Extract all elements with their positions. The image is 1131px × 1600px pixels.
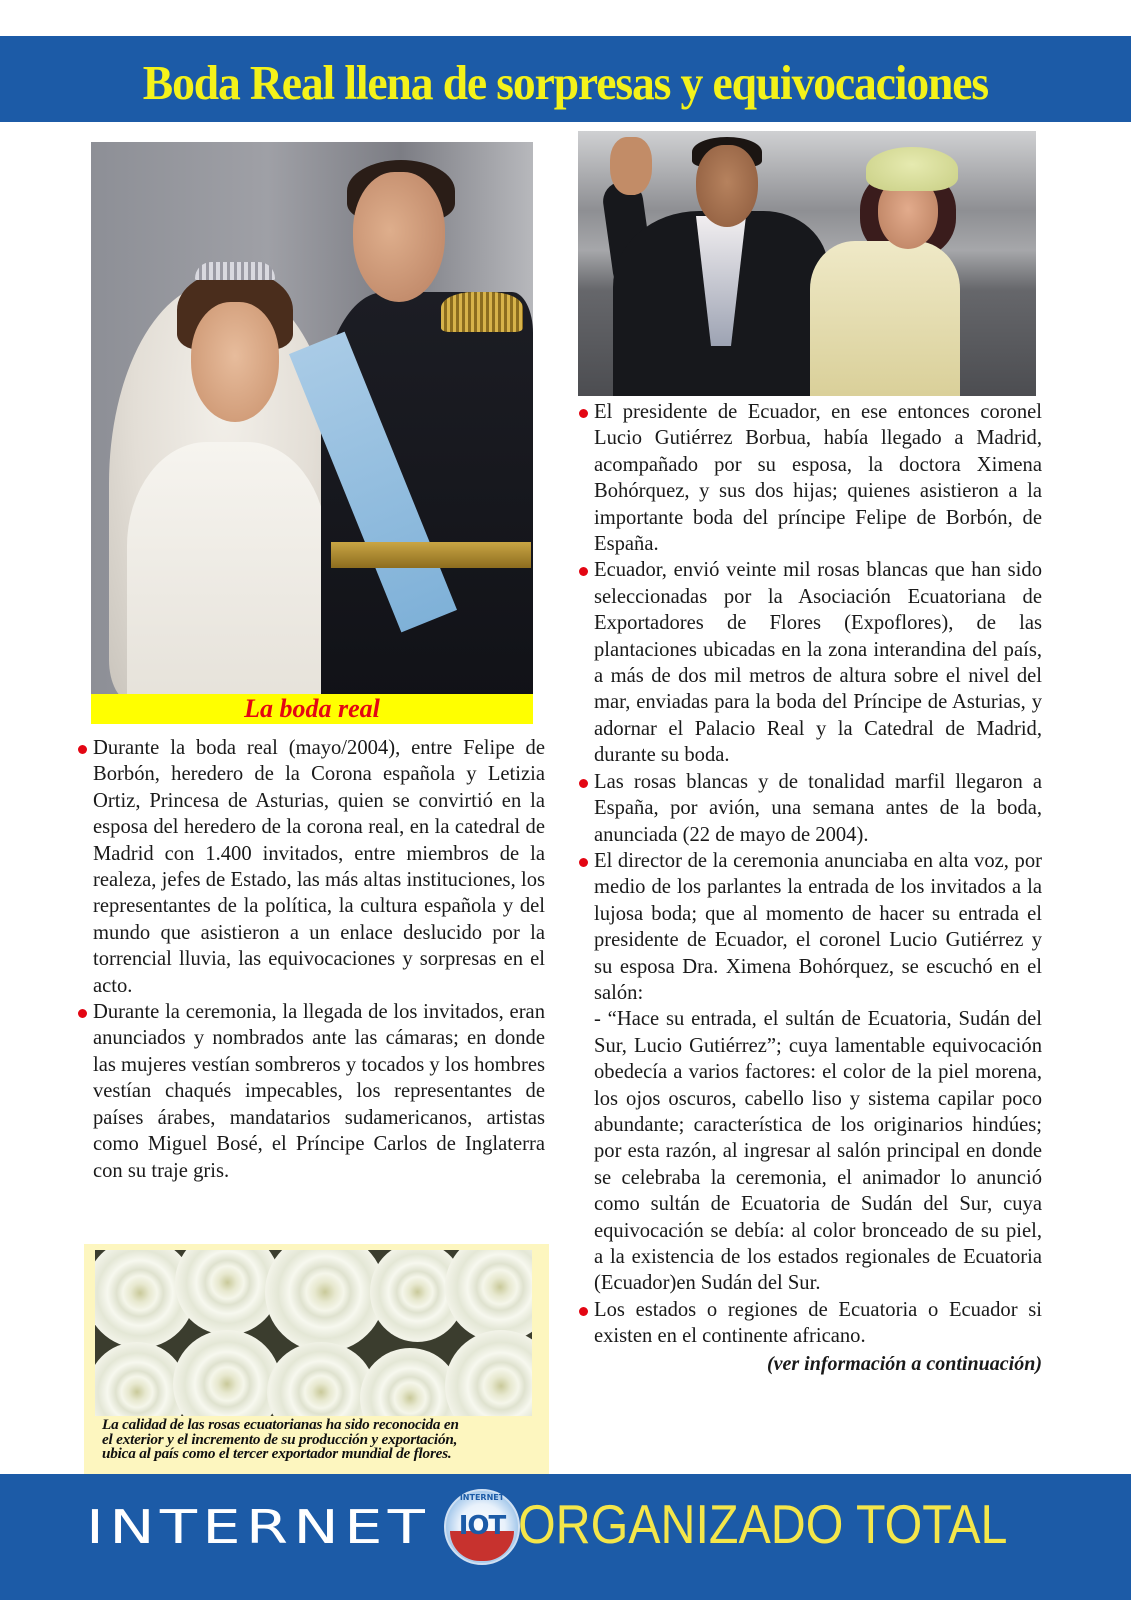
bullet-text: Las rosas blancas y de tonalidad marfil llegaron a España, por avión, una semana antes de la boda, anunciada (22 de mayo de 2004).: [594, 770, 1042, 846]
bride-dress: [127, 442, 327, 694]
rose: [445, 1330, 532, 1416]
rose: [265, 1250, 385, 1352]
roses-caption-line: La calidad de las rosas ecuatorianas ha sido reconocida en: [102, 1416, 459, 1433]
man-face: [696, 145, 758, 227]
bullet-text: Los estados o regiones de Ecuatoria o Ecuador si existen en el continente africano.: [594, 1298, 1042, 1348]
bride-face: [191, 302, 279, 422]
list-item: [594, 1297, 1042, 1350]
list-item: [594, 557, 1042, 768]
rose: [445, 1250, 532, 1342]
bullet-icon: [579, 409, 588, 418]
groom-epaulette: [441, 292, 523, 332]
list-item: [93, 735, 545, 999]
footer-banner: [0, 1474, 1131, 1600]
groom-face: [353, 172, 445, 302]
white-roses-photo: [95, 1250, 532, 1416]
roses-box: [84, 1244, 549, 1474]
continue-reading-link[interactable]: (ver información a continuación): [766, 1352, 1042, 1375]
bullet-text: El presidente de Ecuador, en ese entonces coronel Lucio Gutiérrez Borbua, había llegado a Madrid, acompañado por su esposa, la doctora Ximena Bohórquez, y sus dos hijas; quienes asistieron a la importante boda del príncipe Felipe de Borbón, de España.: [594, 401, 1042, 556]
rose: [173, 1330, 281, 1416]
roses-caption-line: ubica al país como el tercer exportador mundial de flores.: [102, 1445, 452, 1462]
groom-belt: [331, 542, 531, 568]
header-banner: [0, 36, 1131, 122]
list-item: [93, 999, 545, 1184]
footer-brand-internet: INTERNET: [86, 1500, 431, 1554]
bullet-text: El director de la ceremonia anunciaba en alta voz, por medio de los parlantes la entrada de los invitados a la lujosa boda; que al momento de hacer su entrada el presidente de Ecuador, el coronel Lucio Gutiérrez y su esposa Dra. Ximena Bohórquez, se escuchó en el salón:: [594, 849, 1042, 1004]
quote-paragraph: - “Hace su entrada, el sultán de Ecuatoria, Sudán del Sur, Lucio Gutiérrez”; cuya lamentable equivocación obedecía a varios factores: el color de la piel morena, los ojos oscuros, cabello liso y sistema capilar poco abundante; característica de los originarios hindúes; por esta razón, al ingresar al salón principal en donde se celebraba la ceremonia, el animador lo anunció como sultán de Ecuatoria de Sudán del Sur, cuya equivocación se debía: al color bronceado de su piel, a la existencia de los estados regionales de Ecuatoria (Ecuador)en Sudán del Sur.: [594, 1008, 1042, 1295]
list-item: [594, 848, 1042, 1006]
bullet-text: Durante la ceremonia, la llegada de los invitados, eran anunciados y nombrados ante las cámaras; en donde las mujeres vestían sombreros y tocados y los hombres vestían chaqués impecables, los representantes de países árabes, mandatarios sudamericanos, artistas como Miguel Bosé, el Príncipe Carlos de Inglaterra con su traje gris.: [93, 1001, 545, 1182]
man-waving-hand: [610, 137, 652, 195]
right-column: [594, 399, 1042, 1377]
bullet-icon: [78, 1009, 87, 1018]
woman-dress: [810, 241, 960, 396]
woman-hat: [866, 147, 958, 191]
bullet-icon: [579, 567, 588, 576]
iot-logo-icon: [444, 1489, 520, 1565]
logo-text: IOT: [458, 1511, 506, 1541]
bullet-text: Ecuador, envió veinte mil rosas blancas que han sido seleccionadas por la Asociación Ecuatoriana de Exportadores de Flores (Expoflores), de las plantaciones ubicadas en la zona interandina del país, a más de dos mil metros de altura sobre el nivel del mar, enviadas para la boda del Príncipe de Asturias, y adornar el Palacio Real y la Catedral de Madrid, durante su boda.: [594, 559, 1042, 767]
royal-photo-caption: La boda real: [91, 694, 533, 724]
ecuador-president-photo: [578, 131, 1036, 396]
footer-brand-organizado: ORGANIZADO TOTAL: [518, 1493, 1008, 1555]
roses-caption: [102, 1418, 532, 1462]
rose: [267, 1342, 375, 1416]
list-item: [594, 769, 1042, 848]
bullet-icon: [78, 745, 87, 754]
bullet-icon: [579, 1307, 588, 1316]
tiara: [195, 262, 275, 280]
list-item: [594, 399, 1042, 557]
bullet-icon: [579, 779, 588, 788]
bullet-icon: [579, 858, 588, 867]
page-title: Boda Real llena de sorpresas y equivocaciones: [142, 54, 989, 110]
left-column: [93, 735, 545, 1184]
bullet-text: Durante la boda real (mayo/2004), entre Felipe de Borbón, heredero de la Corona española y Letizia Ortiz, Princesa de Asturias, quien se convirtió en la esposa del heredero de la corona real, en la catedral de Madrid con 1.400 invitados, entre miembros de la realeza, jefes de Estado, las más altas instituciones, los representantes de la política, la cultura española y del mundo que asistieron a un enlace deslucido por la torrencial lluvia, las equivocaciones y sorpresas en el acto.: [93, 737, 545, 997]
roses-caption-line: el exterior y el incremento de su producción y exportación,: [102, 1430, 458, 1448]
logo-ring-top-text: INTERNET: [459, 1493, 505, 1502]
royal-wedding-photo: [91, 142, 533, 694]
